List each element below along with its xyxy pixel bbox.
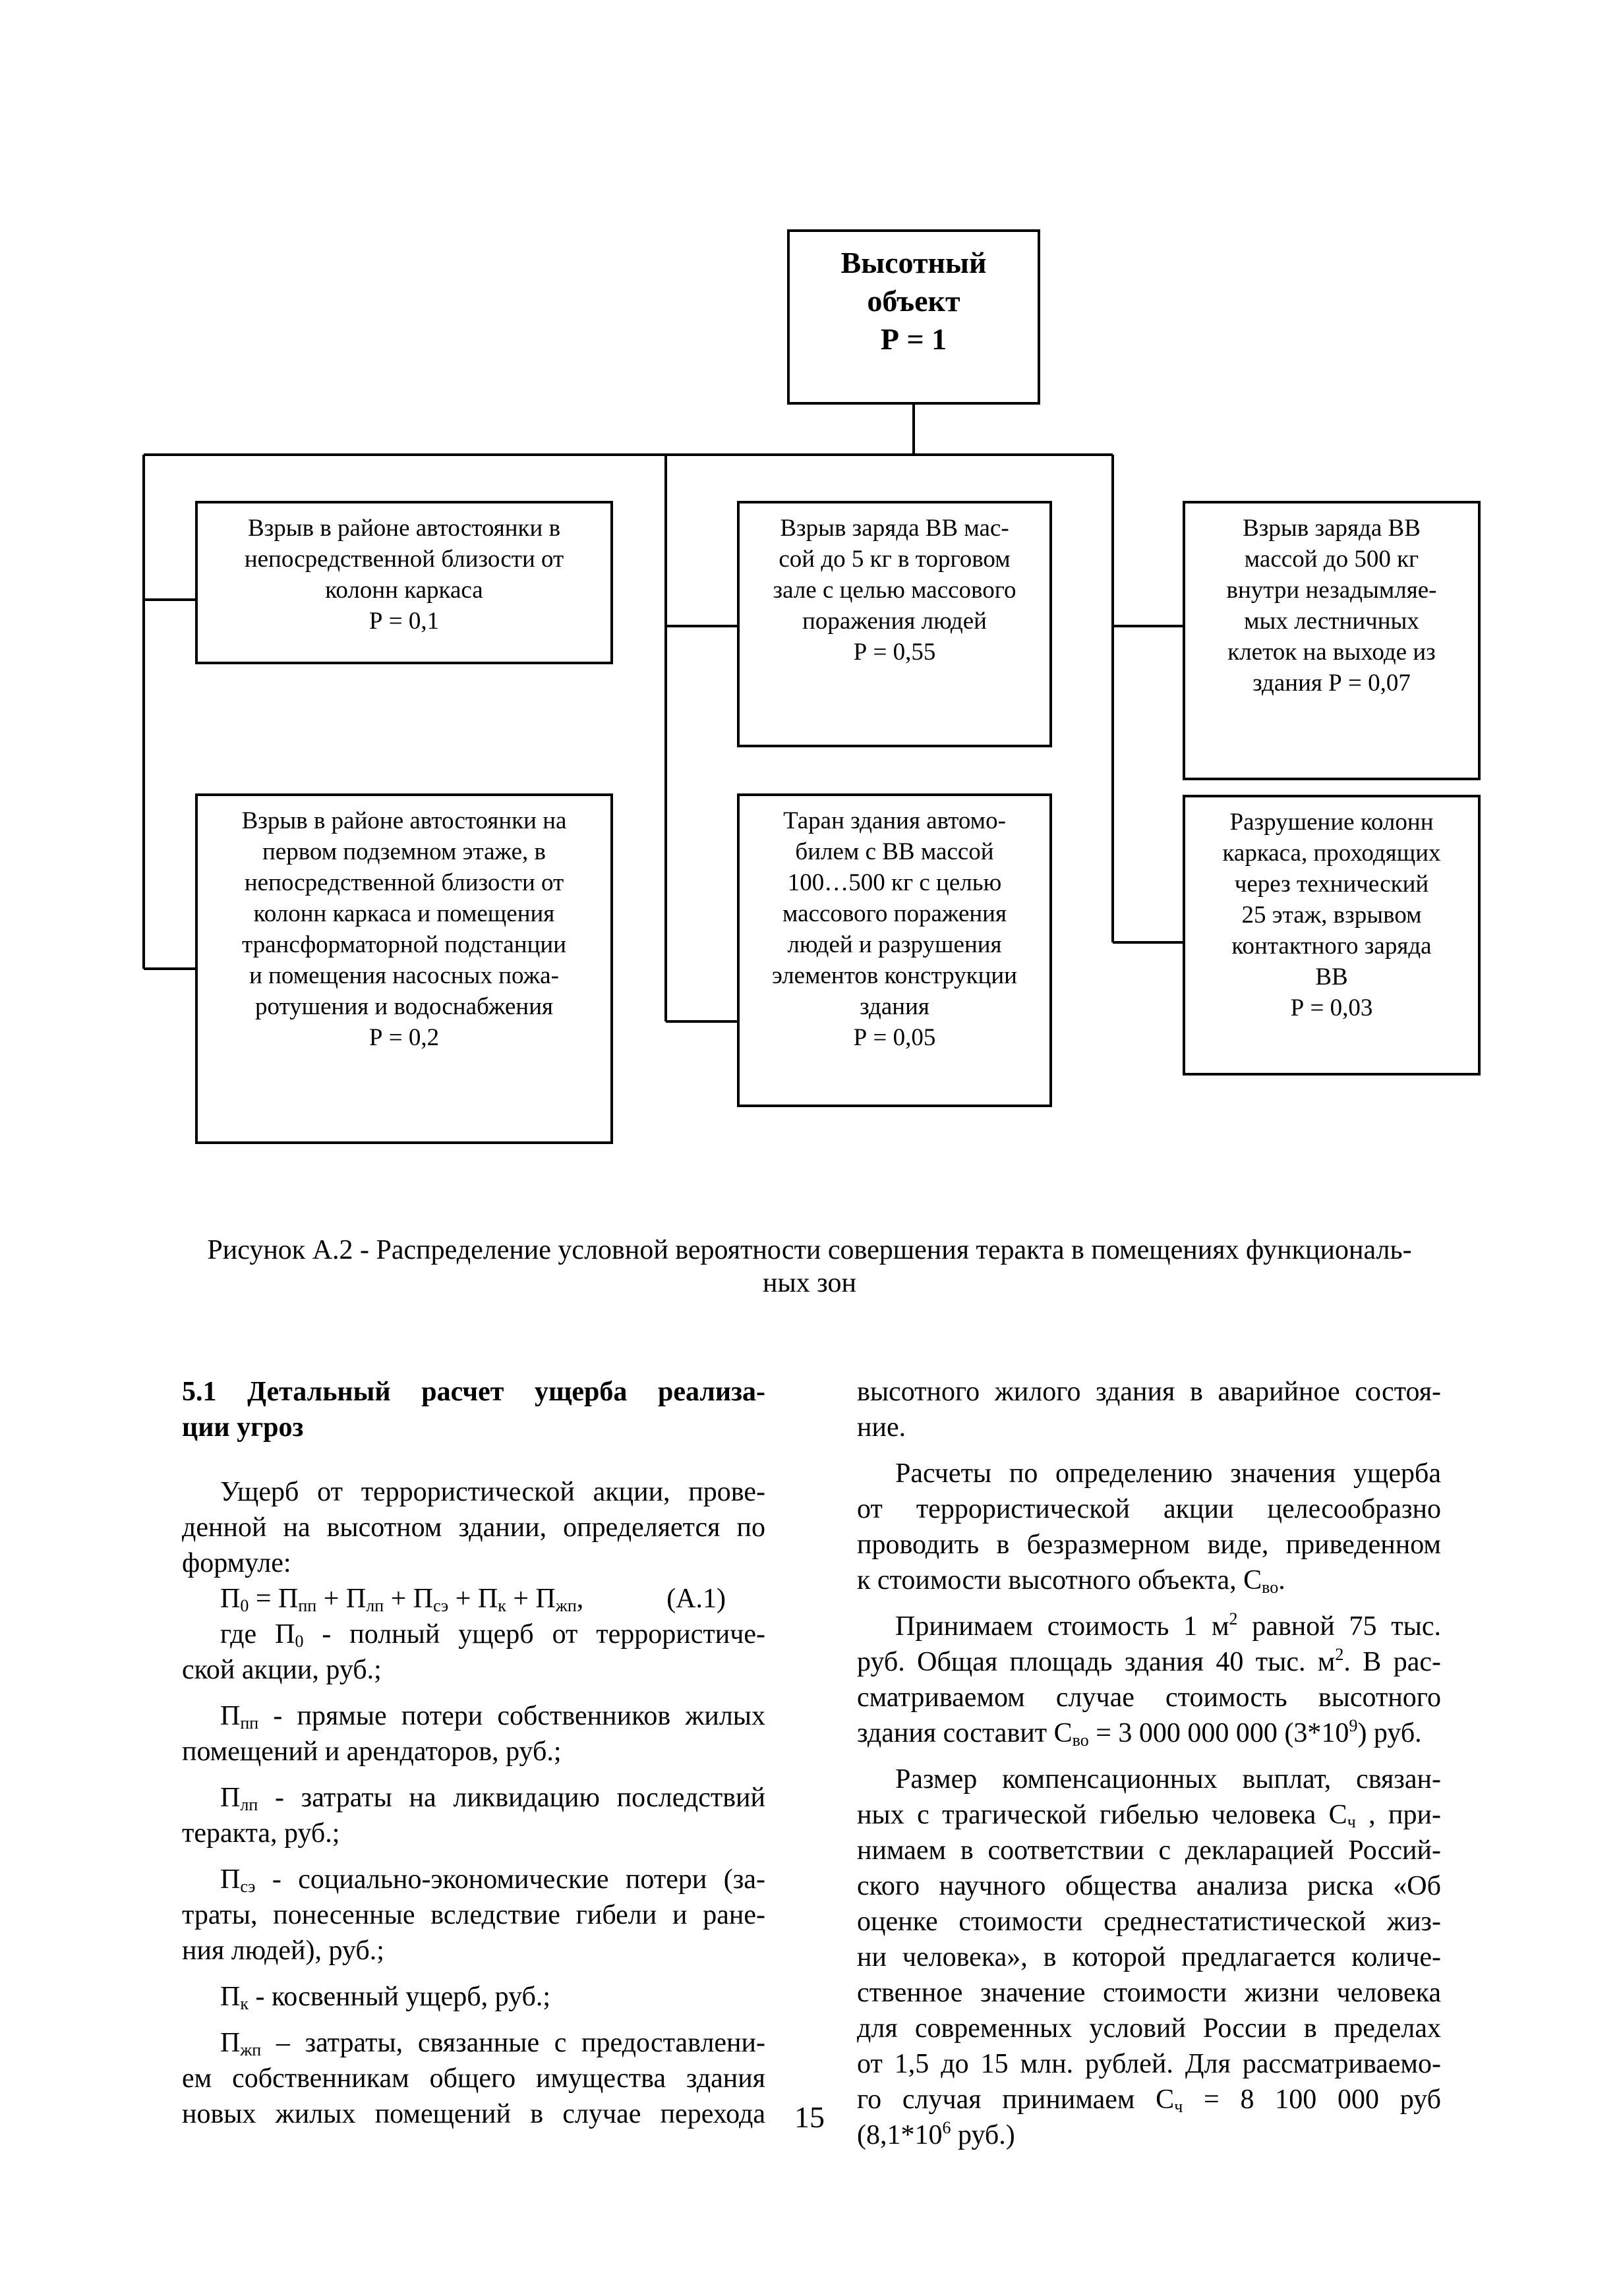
definition-line: ния людей), руб.; <box>182 1936 384 1966</box>
definition-line: ской акции, руб.; <box>182 1655 382 1685</box>
paragraph-line: проводить в безразмерном виде, приведенном <box>857 1530 1441 1560</box>
node-text-line: Таран здания автомо- <box>783 807 1006 834</box>
definition-pse: $П_{сэ}$ - социально-экономические потери (за- <box>220 1864 765 1896</box>
paragraph-line: ского научного общества анализа риска «Об <box>857 1871 1441 1901</box>
node-text-line: трансформаторной подстанции <box>241 931 567 958</box>
caption-line: Рисунок А.2 - Распределение условной вероятности совершения теракта в помещениях функциональ- <box>207 1235 1412 1265</box>
node-probability: Р = 0,55 <box>853 639 936 666</box>
node-text-line: каркаса, проходящих <box>1222 840 1441 867</box>
node-text-line: колонн каркаса и помещения <box>253 900 555 927</box>
caption-line: ных зон <box>762 1268 857 1298</box>
node-mid-bottom <box>737 793 1052 1107</box>
definition-line: помещений и арендаторов, руб.; <box>182 1736 562 1767</box>
definition-plp: $П_{лп}$ - затраты на ликвидацию последствий <box>220 1783 765 1814</box>
definition-line: теракта, руб.; <box>182 1818 340 1849</box>
paragraph-line: Ущерб от террористической акции, прове- <box>220 1477 765 1507</box>
node-text-line: Взрыв в районе автостоянки на <box>241 807 567 834</box>
node-text-line: контактного заряда <box>1231 933 1432 960</box>
paragraph-line: от террористической акции целесообразно <box>857 1494 1441 1524</box>
node-text-line: мых лестничных <box>1244 608 1419 635</box>
definition-line: новых жилых помещений в случае перехода <box>182 2099 765 2129</box>
paragraph-line: здания составит $С_{во} = 3$ 000 000 000 $(3*10^9)$ руб. <box>857 1716 1422 1750</box>
node-mid-top <box>737 501 1052 747</box>
root-probability: Р = 1 <box>880 322 947 356</box>
paragraph-line: ственное значение стоимости жизни человека <box>857 1978 1441 2008</box>
definition-ppp: $П_{пп}$ - прямые потери собственников жилых <box>220 1701 765 1733</box>
node-text-line: массой до 500 кг <box>1244 546 1419 573</box>
node-text-line: непосредственной близости от <box>244 869 564 896</box>
node-text-line: ВВ <box>1315 963 1348 990</box>
node-text-line: Взрыв заряда ВВ мас- <box>780 515 1009 542</box>
right-column <box>857 1374 1441 2153</box>
node-text-line: клеток на выходе из <box>1227 639 1436 666</box>
paragraph-line: нимаем в соответствии с декларацией Россий- <box>857 1835 1441 1866</box>
paragraph-line: го случая принимаем $С_ч = 8$ 100 000 руб <box>857 2084 1441 2116</box>
definition-p0: где $П_0$ - полный ущерб от террористиче- <box>220 1619 766 1651</box>
paragraph-line: высотного жилого здания в аварийное состоя- <box>857 1377 1441 1407</box>
node-text-line: внутри незадымляе- <box>1226 577 1437 604</box>
node-text-line: колонн каркаса <box>325 577 483 604</box>
figure-caption <box>132 1234 1487 1300</box>
paragraph-line: руб. Общая площадь здания 40 тыс. $м^2$. В рас- <box>857 1645 1441 1677</box>
root-line: объект <box>867 284 960 318</box>
node-right-top <box>1183 501 1481 780</box>
node-left-top <box>195 501 613 664</box>
paragraph-line: оценке стоимости среднестатистической жиз- <box>857 1907 1441 1937</box>
page-number: 15 <box>794 2100 825 2134</box>
left-column <box>182 1374 765 2132</box>
formula-number: (А.1) <box>666 1584 726 1614</box>
section-heading: ции угроз <box>182 1412 304 1443</box>
node-probability: Р = 0,1 <box>368 608 440 635</box>
node-probability: Р = 0,05 <box>853 1024 936 1051</box>
section-heading: 5.1 Детальный расчет ущерба реализа- <box>182 1377 765 1407</box>
node-text-line: Взрыв в районе автостоянки в <box>247 515 561 542</box>
formula-a1: $П_0 = П_{пп} + П_{лп} + П_{сэ} + П_к + П_{жп}$, (А.1) <box>182 1581 765 1617</box>
root-line: Высотный <box>840 246 987 279</box>
paragraph-line: Расчеты по определению значения ущерба <box>895 1458 1441 1489</box>
paragraph-line: Размер компенсационных выплат, связан- <box>895 1764 1441 1794</box>
node-text-line: поражения людей <box>802 608 987 635</box>
node-text-line: людей и разрушения <box>787 931 1002 958</box>
paragraph-line: ние. <box>857 1412 906 1443</box>
node-probability: Р = 0,03 <box>1290 994 1373 1021</box>
node-text-line: зале с целью массового <box>773 577 1016 604</box>
node-text-line: и помещения насосных пожа- <box>249 962 559 989</box>
node-text-line: сой до 5 кг в торговом <box>779 546 1011 573</box>
paragraph-line: сматриваемом случае стоимость высотного <box>857 1682 1441 1713</box>
node-text-line: ротушения и водоснабжения <box>254 993 554 1020</box>
definition-pzhp: $П_{жп}$ – затраты, связанные с предоставлени- <box>220 2028 765 2059</box>
paragraph-line: ($8,1*10^6$ руб.) <box>857 2118 1015 2150</box>
definition-line: траты, понесенные вследствие гибели и ране- <box>182 1900 765 1930</box>
paragraph-line: для современных условий России в пределах <box>857 2013 1441 2044</box>
node-text-line: элементов конструкции <box>772 962 1017 989</box>
node-text-line: 100…500 кг с целью <box>787 869 1002 896</box>
definition-pk: $П_к$ - косвенный ущерб, руб.; <box>220 1982 551 2013</box>
node-text-line: Взрыв заряда ВВ <box>1243 515 1421 542</box>
paragraph-line: от 1,5 до 15 млн. рублей. Для рассматриваемо- <box>857 2049 1441 2079</box>
node-right-bottom <box>1183 795 1481 1076</box>
node-probability: Р = 0,2 <box>368 1024 440 1051</box>
paragraph-line: Принимаем стоимость 1 $м^2$ равной 75 тыс. <box>895 1609 1442 1642</box>
node-left-bottom <box>195 793 613 1144</box>
paragraph-line: ни человека», в которой предлагается количе- <box>857 1942 1441 1972</box>
node-text-line: через технический <box>1234 871 1429 898</box>
paragraph-line: ных с трагической гибелью человека $С_ч$ , при- <box>857 1800 1441 1831</box>
node-text-line: массового поражения <box>782 900 1007 927</box>
node-text-line: билем с ВВ массой <box>795 838 994 865</box>
paragraph-line: денной на высотном здании, определяется по <box>182 1512 765 1543</box>
node-probability: здания Р = 0,07 <box>1252 670 1411 697</box>
node-text-line: непосредственной близости от <box>244 546 564 573</box>
root-node <box>787 229 1040 405</box>
node-text-line: первом подземном этаже, в <box>262 838 546 865</box>
node-text-line: здания <box>860 993 929 1020</box>
node-text-line: 25 этаж, взрывом <box>1241 902 1422 929</box>
paragraph-line: к стоимости высотного объекта, $С_{во}$. <box>857 1565 1285 1597</box>
definition-line: ем собственникам общего имущества здания <box>182 2063 765 2094</box>
paragraph-line: формуле: <box>182 1548 291 1578</box>
node-text-line: Разрушение колонн <box>1229 809 1434 836</box>
